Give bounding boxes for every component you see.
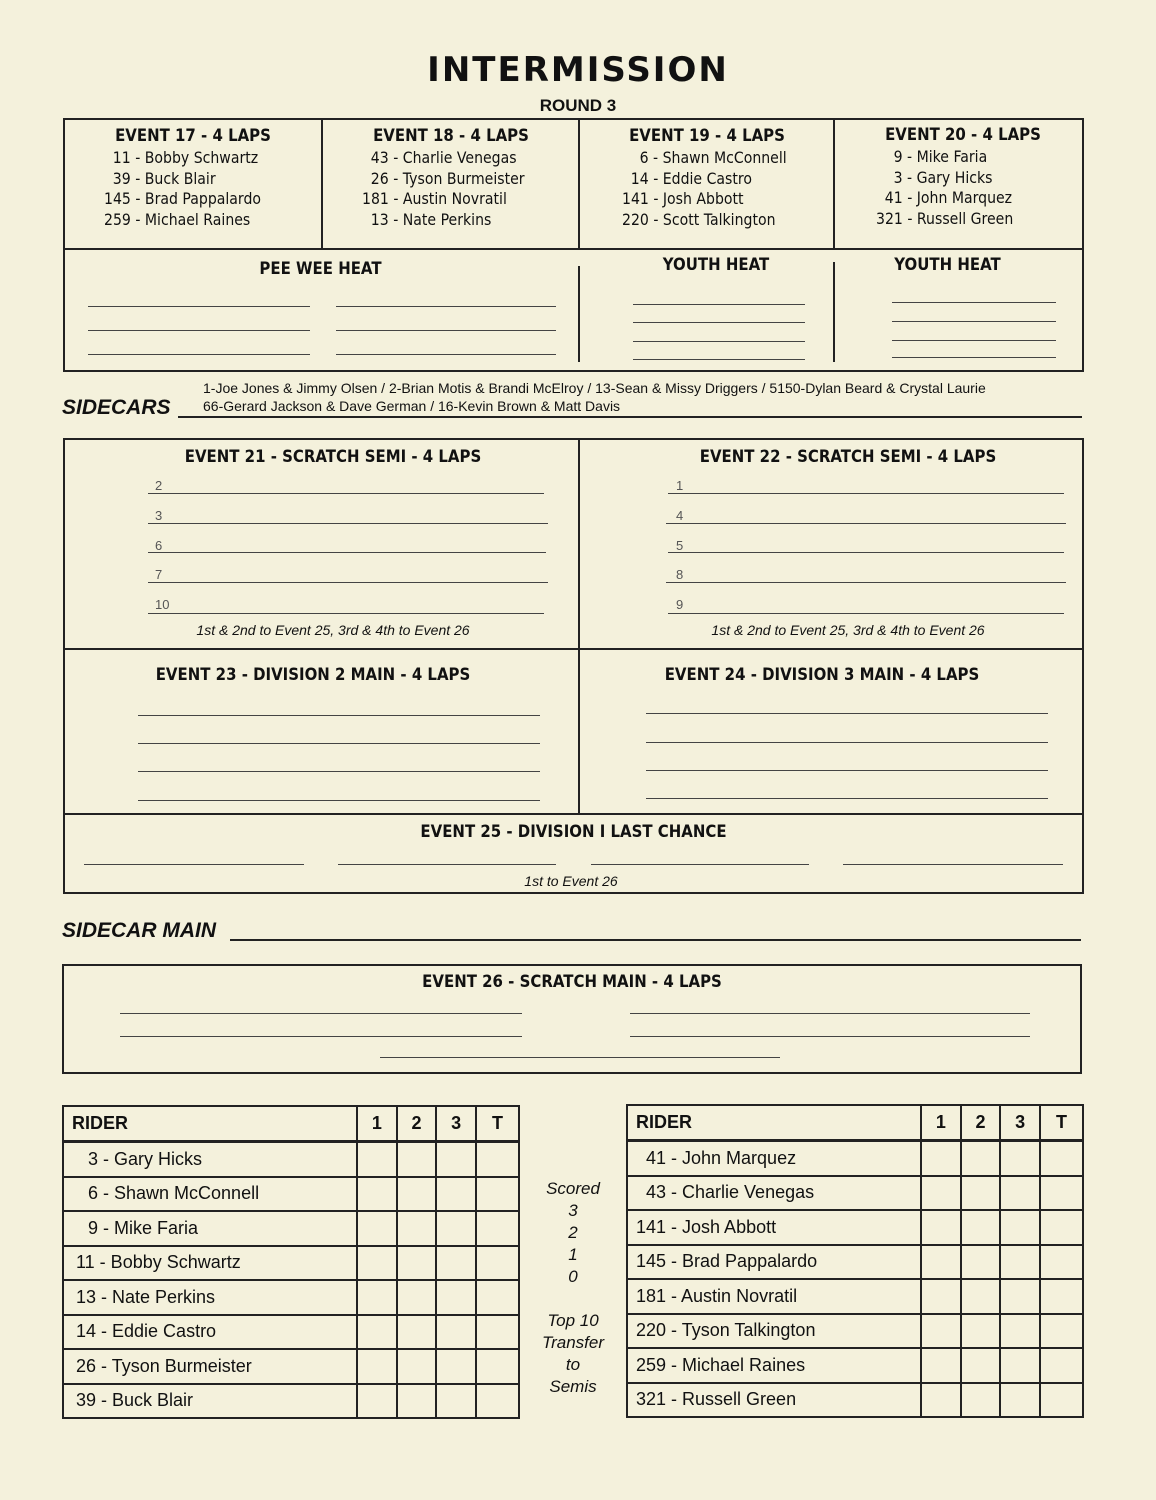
write-in-line[interactable] — [892, 302, 1056, 303]
score-cell[interactable] — [436, 1246, 476, 1281]
score-cell[interactable] — [921, 1176, 961, 1211]
score-cell[interactable] — [397, 1384, 437, 1419]
score-cell[interactable] — [436, 1211, 476, 1246]
event-19-riders — [622, 148, 787, 230]
rider-name: 145 - Brad Pappalardo — [627, 1245, 921, 1280]
event-20-riders — [876, 147, 1013, 229]
score-cell[interactable] — [357, 1349, 397, 1384]
score-cell[interactable] — [476, 1142, 519, 1177]
table-row — [63, 1384, 519, 1419]
scoring-note-point: 1 — [568, 1245, 578, 1264]
write-in-line[interactable] — [892, 357, 1056, 358]
table-row — [63, 1177, 519, 1212]
score-cell[interactable] — [436, 1280, 476, 1315]
score-cell[interactable] — [961, 1141, 1001, 1176]
table-row — [63, 1246, 519, 1281]
event-25-transfer-note: 1st to Event 26 — [524, 873, 618, 889]
score-cell[interactable] — [397, 1349, 437, 1384]
scoring-note — [520, 1178, 626, 1398]
table-row — [63, 1142, 519, 1177]
write-in-line[interactable] — [892, 340, 1056, 341]
write-in-line[interactable] — [646, 713, 1048, 714]
write-in-line[interactable] — [148, 582, 548, 583]
score-cell[interactable] — [961, 1314, 1001, 1349]
event-18-riders — [362, 148, 525, 230]
score-cell[interactable] — [921, 1210, 961, 1245]
table-row — [63, 1211, 519, 1246]
event-18-header: EVENT 18 - 4 LAPS — [373, 126, 529, 146]
position-number: 10 — [155, 597, 170, 612]
write-in-line[interactable] — [148, 613, 544, 614]
table-row — [627, 1245, 1083, 1280]
position-number: 6 — [155, 538, 163, 553]
round-label: ROUND 3 — [539, 96, 617, 115]
score-cell[interactable] — [1000, 1279, 1040, 1314]
score-cell[interactable] — [357, 1246, 397, 1281]
score-cell[interactable] — [1040, 1141, 1083, 1176]
scoring-note-point: 2 — [568, 1223, 578, 1242]
rider-entry: 41 - John Marquez — [884, 188, 1013, 207]
write-in-line[interactable] — [148, 523, 548, 524]
event-23-header: EVENT 23 - DIVISION 2 MAIN - 4 LAPS — [155, 665, 471, 685]
rider-entry: 145 - Brad Pappalardo — [104, 189, 262, 208]
table-row — [627, 1314, 1083, 1349]
event-21-transfer-note: 1st & 2nd to Event 25, 3rd & 4th to Event 26 — [196, 622, 470, 638]
write-in-line[interactable] — [892, 321, 1056, 322]
table-row — [63, 1315, 519, 1350]
write-in-line[interactable] — [120, 1013, 522, 1014]
score-cell[interactable] — [476, 1315, 519, 1350]
event-25-header: EVENT 25 - DIVISION I LAST CHANCE — [420, 822, 727, 842]
write-in-line[interactable] — [591, 864, 809, 865]
write-in-line[interactable] — [633, 359, 805, 360]
score-cell[interactable] — [961, 1383, 1001, 1418]
rider-name: 321 - Russell Green — [627, 1383, 921, 1418]
write-in-line[interactable] — [666, 582, 1066, 583]
write-in-line[interactable] — [666, 523, 1066, 524]
score-cell[interactable] — [357, 1142, 397, 1177]
rider-entry: 6 - Shawn McConnell — [639, 148, 787, 167]
score-cell[interactable] — [961, 1348, 1001, 1383]
score-cell[interactable] — [1040, 1245, 1083, 1280]
score-cell[interactable] — [397, 1211, 437, 1246]
score-cell[interactable] — [1040, 1348, 1083, 1383]
write-in-line[interactable] — [88, 330, 310, 331]
table-row — [627, 1210, 1083, 1245]
round-1-column-header: 1 — [357, 1106, 397, 1142]
write-in-line[interactable] — [633, 322, 805, 323]
score-cell[interactable] — [397, 1280, 437, 1315]
score-cell[interactable] — [436, 1384, 476, 1419]
rider-entry: 39 - Buck Blair — [112, 168, 216, 188]
write-in-line[interactable] — [668, 552, 1064, 553]
event-21-header: EVENT 21 - SCRATCH SEMI - 4 LAPS — [184, 447, 482, 467]
scoring-note-transfer: Top 10 — [547, 1311, 599, 1330]
write-in-line[interactable] — [338, 864, 556, 865]
write-in-line[interactable] — [380, 1057, 780, 1058]
rider-name: 141 - Josh Abbott — [627, 1210, 921, 1245]
rider-name: 9 - Mike Faria — [63, 1211, 357, 1246]
round-3-column-header: 3 — [436, 1106, 476, 1142]
table-row — [627, 1279, 1083, 1314]
rider-entry: 13 - Nate Perkins — [370, 209, 492, 229]
write-in-line[interactable] — [138, 800, 540, 801]
event-22-transfer-note: 1st & 2nd to Event 25, 3rd & 4th to Event 26 — [711, 622, 985, 638]
round-1-column-header: 1 — [921, 1105, 961, 1141]
score-cell[interactable] — [1000, 1141, 1040, 1176]
scoring-note-scored: Scored — [546, 1179, 600, 1198]
rider-name: 3 - Gary Hicks — [63, 1142, 357, 1177]
write-in-line[interactable] — [120, 1036, 522, 1037]
write-in-line[interactable] — [668, 613, 1064, 614]
sidecars-entries-line-1: 1-Joe Jones & Jimmy Olsen / 2-Brian Motis & Brandi McElroy / 13-Sean & Missy Driggers / 5150-Dylan Beard & Crystal Laurie — [203, 380, 986, 396]
table-row — [627, 1141, 1083, 1176]
table-row — [63, 1280, 519, 1315]
score-cell[interactable] — [476, 1246, 519, 1281]
score-cell[interactable] — [357, 1211, 397, 1246]
score-cell[interactable] — [961, 1210, 1001, 1245]
table-row — [627, 1348, 1083, 1383]
position-number: 9 — [676, 597, 684, 612]
score-cell[interactable] — [397, 1246, 437, 1281]
scoring-note-transfer: Transfer — [541, 1333, 605, 1352]
event-19-header: EVENT 19 - 4 LAPS — [629, 126, 785, 146]
rider-column-header: RIDER — [63, 1106, 357, 1142]
table-row — [63, 1349, 519, 1384]
rider-entry: 220 - Scott Talkington — [622, 209, 776, 229]
rider-name: 26 - Tyson Burmeister — [63, 1349, 357, 1384]
score-cell[interactable] — [1000, 1314, 1040, 1349]
rider-name: 6 - Shawn McConnell — [63, 1177, 357, 1212]
score-cell[interactable] — [1040, 1383, 1083, 1418]
rider-entry: 181 - Austin Novratil — [362, 189, 507, 208]
position-number: 5 — [676, 538, 684, 553]
youth-heat-header: YOUTH HEAT — [662, 255, 770, 275]
round-2-column-header: 2 — [961, 1105, 1001, 1141]
event-20-header: EVENT 20 - 4 LAPS — [885, 125, 1041, 145]
rider-entry: 43 - Charlie Venegas — [370, 148, 517, 167]
score-cell[interactable] — [476, 1349, 519, 1384]
table-row — [627, 1176, 1083, 1211]
write-in-line[interactable] — [88, 354, 310, 355]
score-cell[interactable] — [397, 1142, 437, 1177]
rider-entry: 14 - Eddie Castro — [630, 168, 752, 188]
event-17-header: EVENT 17 - 4 LAPS — [115, 126, 271, 146]
write-in-line[interactable] — [336, 354, 556, 355]
score-cell[interactable] — [436, 1177, 476, 1212]
score-cell[interactable] — [397, 1315, 437, 1350]
scoring-note-point: 3 — [568, 1201, 578, 1220]
total-column-header: T — [1040, 1105, 1083, 1141]
write-in-line[interactable] — [633, 304, 805, 305]
table-row — [627, 1383, 1083, 1418]
score-cell[interactable] — [1000, 1210, 1040, 1245]
pee-wee-heat-header: PEE WEE HEAT — [259, 259, 382, 279]
score-cell[interactable] — [476, 1211, 519, 1246]
position-number: 3 — [155, 508, 163, 523]
score-table-left — [62, 1105, 520, 1419]
score-table-right — [626, 1104, 1084, 1418]
position-number: 8 — [676, 567, 684, 582]
score-cell[interactable] — [921, 1245, 961, 1280]
score-cell[interactable] — [357, 1280, 397, 1315]
rider-name: 39 - Buck Blair — [63, 1384, 357, 1419]
score-cell[interactable] — [1000, 1245, 1040, 1280]
rider-name: 13 - Nate Perkins — [63, 1280, 357, 1315]
write-in-line[interactable] — [646, 742, 1048, 743]
write-in-line[interactable] — [148, 493, 544, 494]
round-3-column-header: 3 — [1000, 1105, 1040, 1141]
event-24-header: EVENT 24 - DIVISION 3 MAIN - 4 LAPS — [664, 665, 980, 685]
sidecar-main-write-in-line[interactable] — [230, 939, 1081, 941]
score-cell[interactable] — [436, 1349, 476, 1384]
score-cell[interactable] — [921, 1383, 961, 1418]
rider-entry: 259 - Michael Raines — [104, 209, 251, 229]
sidecars-label: SIDECARS — [62, 396, 171, 419]
score-cell[interactable] — [357, 1384, 397, 1419]
write-in-line[interactable] — [646, 798, 1048, 799]
score-cell[interactable] — [961, 1176, 1001, 1211]
score-cell[interactable] — [961, 1245, 1001, 1280]
score-cell[interactable] — [436, 1142, 476, 1177]
rider-name: 259 - Michael Raines — [627, 1348, 921, 1383]
write-in-line[interactable] — [630, 1013, 1030, 1014]
score-cell[interactable] — [921, 1348, 961, 1383]
write-in-line[interactable] — [138, 715, 540, 716]
rider-entry: 141 - Josh Abbott — [622, 189, 744, 208]
score-cell[interactable] — [1040, 1176, 1083, 1211]
write-in-line[interactable] — [633, 341, 805, 342]
rider-entry: 3 - Gary Hicks — [893, 167, 993, 187]
event-22-header: EVENT 22 - SCRATCH SEMI - 4 LAPS — [699, 447, 997, 467]
position-number: 1 — [676, 478, 684, 493]
scoring-note-transfer: to — [565, 1355, 581, 1374]
scoring-note-transfer: Semis — [549, 1377, 597, 1396]
rider-name: 14 - Eddie Castro — [63, 1315, 357, 1350]
rider-name: 43 - Charlie Venegas — [627, 1176, 921, 1211]
rider-entry: 26 - Tyson Burmeister — [370, 168, 525, 188]
write-in-line[interactable] — [668, 493, 1064, 494]
write-in-line[interactable] — [88, 306, 310, 307]
score-cell[interactable] — [1040, 1314, 1083, 1349]
score-cell[interactable] — [397, 1177, 437, 1212]
page-title: INTERMISSION — [427, 50, 729, 90]
rider-column-header: RIDER — [627, 1105, 921, 1141]
rider-name: 181 - Austin Novratil — [627, 1279, 921, 1314]
rider-name: 11 - Bobby Schwartz — [63, 1246, 357, 1281]
write-in-line[interactable] — [336, 306, 556, 307]
rider-name: 220 - Tyson Talkington — [627, 1314, 921, 1349]
write-in-line[interactable] — [843, 864, 1063, 865]
score-cell[interactable] — [357, 1177, 397, 1212]
write-in-line[interactable] — [630, 1036, 1030, 1037]
position-number: 4 — [676, 508, 684, 523]
scoring-note-point: 0 — [568, 1267, 578, 1286]
write-in-line[interactable] — [336, 330, 556, 331]
rider-entry: 321 - Russell Green — [876, 208, 1014, 228]
write-in-line[interactable] — [646, 770, 1048, 771]
youth-heat-header: YOUTH HEAT — [894, 255, 1001, 275]
rider-name: 41 - John Marquez — [627, 1141, 921, 1176]
position-number: 2 — [155, 478, 163, 493]
score-cell[interactable] — [1000, 1348, 1040, 1383]
score-cell[interactable] — [476, 1177, 519, 1212]
score-cell[interactable] — [357, 1315, 397, 1350]
score-cell[interactable] — [1040, 1210, 1083, 1245]
event-26-header: EVENT 26 - SCRATCH MAIN - 4 LAPS — [422, 972, 722, 992]
sidecars-entries-line-2: 66-Gerard Jackson & Dave German / 16-Kevin Brown & Matt Davis — [203, 398, 621, 414]
score-cell[interactable] — [1040, 1279, 1083, 1314]
round-2-column-header: 2 — [397, 1106, 437, 1142]
score-cell[interactable] — [1000, 1383, 1040, 1418]
score-cell[interactable] — [476, 1384, 519, 1419]
score-cell[interactable] — [476, 1280, 519, 1315]
rider-entry: 9 - Mike Faria — [893, 147, 988, 166]
event-17-riders — [104, 148, 261, 230]
total-column-header: T — [476, 1106, 519, 1142]
score-cell[interactable] — [436, 1315, 476, 1350]
score-cell[interactable] — [1000, 1176, 1040, 1211]
write-in-line[interactable] — [138, 743, 540, 744]
write-in-line[interactable] — [148, 552, 546, 553]
sidecar-main-label: SIDECAR MAIN — [62, 919, 217, 942]
position-number: 7 — [155, 567, 163, 582]
write-in-line[interactable] — [84, 864, 304, 865]
score-cell[interactable] — [921, 1279, 961, 1314]
rider-entry: 11 - Bobby Schwartz — [112, 148, 259, 167]
score-cell[interactable] — [921, 1314, 961, 1349]
score-cell[interactable] — [921, 1141, 961, 1176]
write-in-line[interactable] — [138, 771, 540, 772]
score-cell[interactable] — [961, 1279, 1001, 1314]
